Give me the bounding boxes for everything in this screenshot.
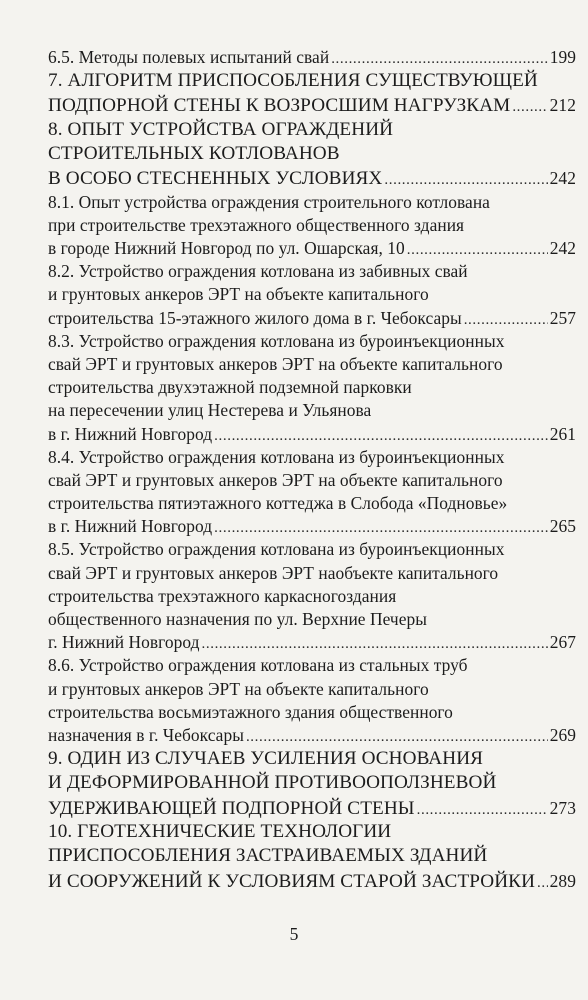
toc-entry-line [48, 654, 576, 677]
toc-entry-line [48, 492, 576, 515]
table-of-contents [48, 46, 576, 893]
toc-section-entry [48, 260, 576, 330]
toc-entry-text: 8.3. Устройство ограждения котлована из буроинъекционных [48, 330, 505, 351]
toc-entry-line [48, 562, 576, 585]
dot-leader [512, 95, 547, 117]
toc-entry-text: свай ЭРТ и грунтовых анкеров ЭРТ на объекте капитального [48, 469, 503, 490]
dot-leader [417, 798, 548, 820]
toc-entry-text: 10. ГЕОТЕХНИЧЕСКИЕ ТЕХНОЛОГИИ [48, 821, 392, 843]
toc-page-number: 212 [549, 95, 576, 116]
toc-entry-text: свай ЭРТ и грунтовых анкеров ЭРТ на объекте капитального [48, 353, 503, 374]
dot-leader [214, 425, 548, 446]
toc-section-entry [48, 330, 576, 446]
toc-entry-text: в г. Нижний Новгород [48, 516, 213, 537]
toc-entry-text: строительства трехэтажного каркасногоздания [48, 585, 397, 606]
toc-section-entry [48, 538, 576, 654]
toc-entry-line [48, 771, 576, 795]
toc-entry-line [48, 237, 576, 260]
toc-section-entry [48, 446, 576, 539]
toc-entry-text: И ДЕФОРМИРОВАННОЙ ПРОТИВООПОЛЗНЕВОЙ [48, 772, 497, 794]
toc-page-number: 273 [549, 797, 576, 818]
toc-chapter-entry [48, 820, 576, 893]
toc-entry-line [48, 93, 576, 117]
dot-leader [537, 871, 548, 893]
toc-entry-text: ПОДПОРНОЙ СТЕНЫ К ВОЗРОСШИМ НАГРУЗКАМ [48, 95, 511, 117]
toc-entry-line [48, 608, 576, 631]
toc-entry-line [48, 796, 576, 820]
toc-entry-text: 8.6. Устройство ограждения котлована из стальных труб [48, 655, 468, 676]
toc-entry-line [48, 538, 576, 561]
toc-page-number: 257 [549, 307, 576, 328]
toc-entry-text: в городе Нижний Новгород по ул. Ошарская, 10 [48, 238, 405, 259]
toc-entry-text: строительства пятиэтажного коттеджа в Слобода «Подновье» [48, 493, 508, 514]
toc-entry-line [48, 191, 576, 214]
toc-entry-line [48, 283, 576, 306]
toc-entry-text: ПРИСПОСОБЛЕНИЯ ЗАСТРАИВАЕМЫХ ЗДАНИЙ [48, 845, 488, 867]
toc-entry-line [48, 869, 576, 893]
toc-page-number: 242 [549, 238, 576, 259]
toc-entry-line [48, 118, 576, 142]
page-number: 5 [289, 924, 299, 944]
toc-entry-text: при строительстве трехэтажного общественного здания [48, 214, 465, 235]
toc-entry-line [48, 166, 576, 190]
toc-page-number: 261 [549, 423, 576, 444]
toc-entry-line [48, 330, 576, 353]
toc-entry-line [48, 820, 576, 844]
toc-chapter-entry [48, 747, 576, 820]
toc-entry-line [48, 376, 576, 399]
toc-page-number: 242 [549, 168, 576, 189]
toc-entry-text: 8.5. Устройство ограждения котлована из буроинъекционных [48, 539, 505, 560]
toc-entry-line [48, 844, 576, 868]
toc-entry-text: на пересечении улиц Нестерева и Ульянова [48, 400, 372, 421]
toc-entry-text: 6.5. Методы полевых испытаний свай [48, 47, 330, 67]
toc-section-entry [48, 191, 576, 261]
dot-leader [331, 48, 548, 69]
dot-leader [202, 633, 548, 654]
toc-entry-line [48, 631, 576, 654]
toc-section-entry [48, 46, 576, 69]
toc-entry-line [48, 469, 576, 492]
toc-entry-text: общественного назначения по ул. Верхние Печеры [48, 609, 427, 630]
toc-entry-text: г. Нижний Новгород [48, 632, 200, 653]
toc-entry-line [48, 399, 576, 422]
toc-entry-text: 8.1. Опыт устройства ограждения строительного котлована [48, 191, 490, 212]
toc-entry-text: 7. АЛГОРИТМ ПРИСПОСОБЛЕНИЯ СУЩЕСТВУЮЩЕЙ [48, 70, 538, 92]
toc-entry-text: свай ЭРТ и грунтовых анкеров ЭРТ наобъекте капитального [48, 562, 499, 583]
toc-entry-text: строительства двухэтажной подземной парковки [48, 377, 412, 398]
dot-leader [214, 517, 548, 538]
toc-entry-line [48, 142, 576, 166]
toc-page-number: 199 [549, 47, 576, 67]
toc-entry-line [48, 353, 576, 376]
toc-page-number: 265 [549, 516, 576, 537]
toc-page-number: 269 [549, 724, 576, 745]
toc-entry-line [48, 724, 576, 747]
toc-entry-line [48, 701, 576, 724]
toc-chapter-entry [48, 69, 576, 118]
toc-entry-line [48, 585, 576, 608]
toc-entry-line [48, 46, 576, 69]
toc-entry-line [48, 747, 576, 771]
toc-entry-text: и грунтовых анкеров ЭРТ на объекте капитального [48, 284, 429, 305]
toc-entry-text: СТРОИТЕЛЬНЫХ КОТЛОВАНОВ [48, 143, 340, 165]
dot-leader [464, 309, 548, 330]
toc-section-entry [48, 654, 576, 747]
toc-entry-line [48, 260, 576, 283]
toc-entry-line [48, 423, 576, 446]
toc-entry-line [48, 678, 576, 701]
toc-entry-text: 8. ОПЫТ УСТРОЙСТВА ОГРАЖДЕНИЙ [48, 118, 394, 140]
toc-entry-text: 8.4. Устройство ограждения котлована из буроинъекционных [48, 446, 505, 467]
toc-entry-text: И СООРУЖЕНИЙ К УСЛОВИЯМ СТАРОЙ ЗАСТРОЙКИ [48, 870, 536, 892]
toc-entry-text: В ОСОБО СТЕСНЕННЫХ УСЛОВИЯХ [48, 168, 383, 190]
toc-entry-text: УДЕРЖИВАЮЩЕЙ ПОДПОРНОЙ СТЕНЫ [48, 797, 415, 819]
toc-entry-text: и грунтовых анкеров ЭРТ на объекте капитального [48, 678, 429, 699]
toc-page-number: 289 [549, 870, 576, 891]
toc-entry-text: строительства восьмиэтажного здания общественного [48, 701, 453, 722]
toc-entry-text: строительства 15-этажного жилого дома в г. Чебоксары [48, 307, 462, 328]
toc-chapter-entry [48, 118, 576, 191]
toc-entry-text: в г. Нижний Новгород [48, 423, 213, 444]
toc-entry-line [48, 69, 576, 93]
toc-entry-line [48, 307, 576, 330]
dot-leader [407, 239, 548, 260]
toc-page-number: 267 [549, 632, 576, 653]
toc-entry-line [48, 446, 576, 469]
toc-entry-text: назначения в г. Чебоксары [48, 724, 244, 745]
toc-entry-text: 9. ОДИН ИЗ СЛУЧАЕВ УСИЛЕНИЯ ОСНОВАНИЯ [48, 748, 484, 770]
toc-entry-text: 8.2. Устройство ограждения котлована из забивных свай [48, 261, 468, 282]
toc-entry-line [48, 214, 576, 237]
dot-leader [384, 168, 547, 190]
dot-leader [246, 726, 548, 747]
toc-entry-line [48, 515, 576, 538]
